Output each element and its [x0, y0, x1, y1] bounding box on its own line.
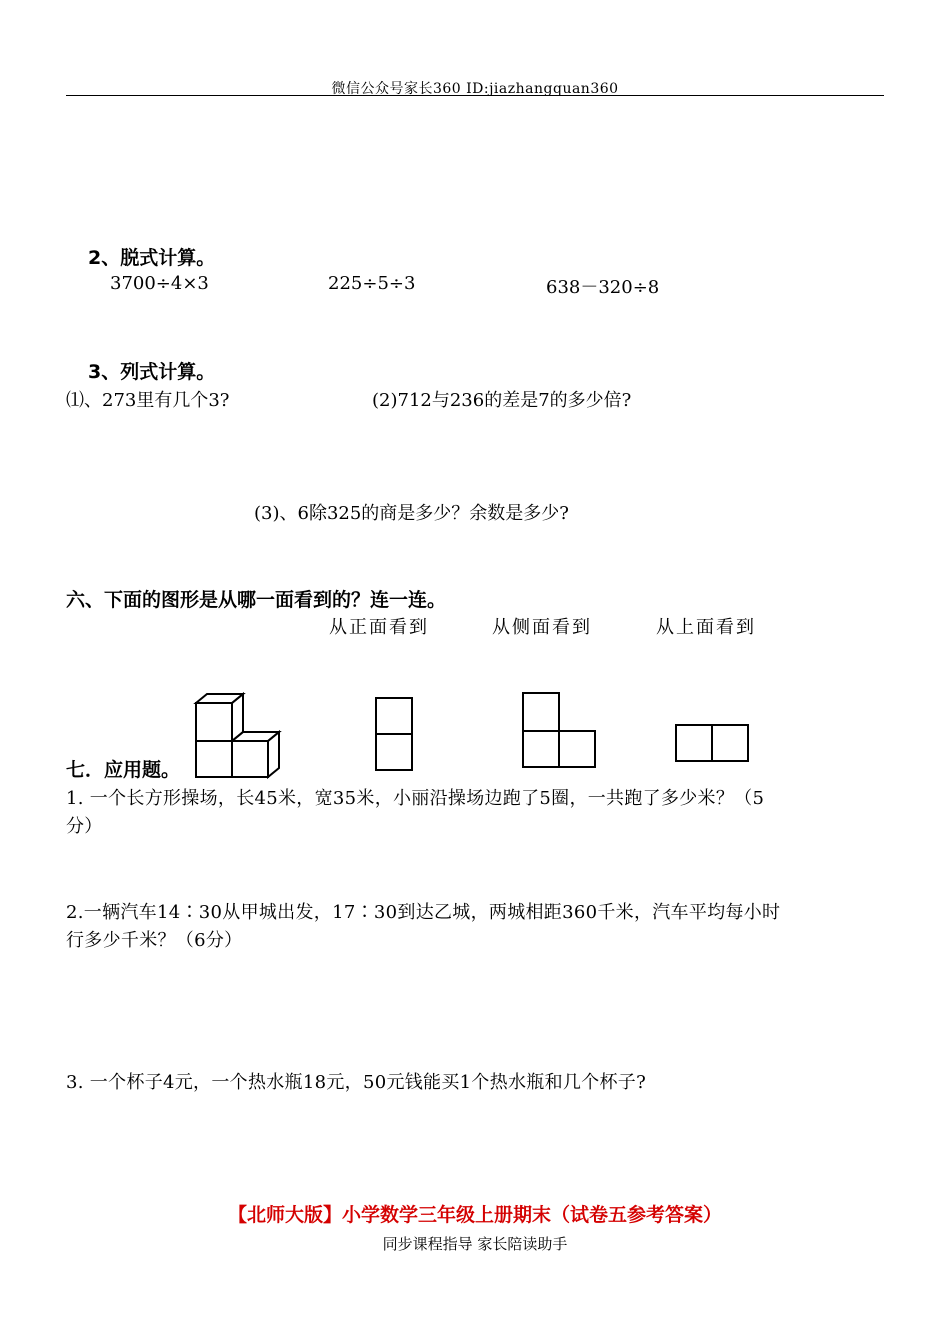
view-label-top: 从上面看到: [656, 617, 756, 638]
page-header: 微信公众号家长360 ID:jiazhangquan360: [331, 81, 619, 97]
view-shape-horizontal: [675, 724, 751, 764]
problem-2-line2: 行多少千米？（6分）: [66, 930, 243, 951]
question-3-1: ⑴、273里有几个3?: [66, 390, 230, 411]
problem-1-line1: 1. 一个长方形操场，长45米，宽35米，小丽沿操场边跑了5圈，一共跑了多少米？（5: [66, 788, 765, 809]
question-3-2: (2)712与236的差是7的多少倍?: [372, 390, 632, 411]
calc-item-3: 638－320÷8: [546, 277, 660, 298]
view-label-front: 从正面看到: [329, 617, 429, 638]
question-3-3: (3)、6除325的商是多少？余数是多少?: [254, 503, 569, 524]
footer-title: 【北师大版】小学数学三年级上册期末（试卷五参考答案）: [227, 1204, 722, 1226]
calc-item-1: 3700÷4×3: [110, 273, 209, 294]
section2-title: 2、脱式计算。: [88, 247, 216, 269]
problem-1-line2: 分）: [66, 816, 103, 837]
footer-subtitle: 同步课程指导 家长陪读助手: [382, 1235, 568, 1253]
cube-figure: [190, 690, 290, 782]
view-shape-l: [522, 692, 598, 770]
problem-3: 3. 一个杯子4元，一个热水瓶18元，50元钱能买1个热水瓶和几个杯子?: [66, 1072, 647, 1093]
calc-item-2: 225÷5÷3: [328, 273, 416, 294]
problem-2-line1: 2.一辆汽车14∶30从甲城出发，17∶30到达乙城，两城相距360千米，汽车平均每小时: [66, 902, 781, 923]
view-label-side: 从侧面看到: [492, 617, 592, 638]
section3-title: 3、列式计算。: [88, 361, 216, 383]
view-shape-vertical: [375, 697, 415, 771]
header-rule: [66, 95, 884, 96]
section6-title: 六、下面的图形是从哪一面看到的？连一连。: [66, 589, 447, 611]
section7-title: 七．应用题。: [66, 759, 181, 781]
